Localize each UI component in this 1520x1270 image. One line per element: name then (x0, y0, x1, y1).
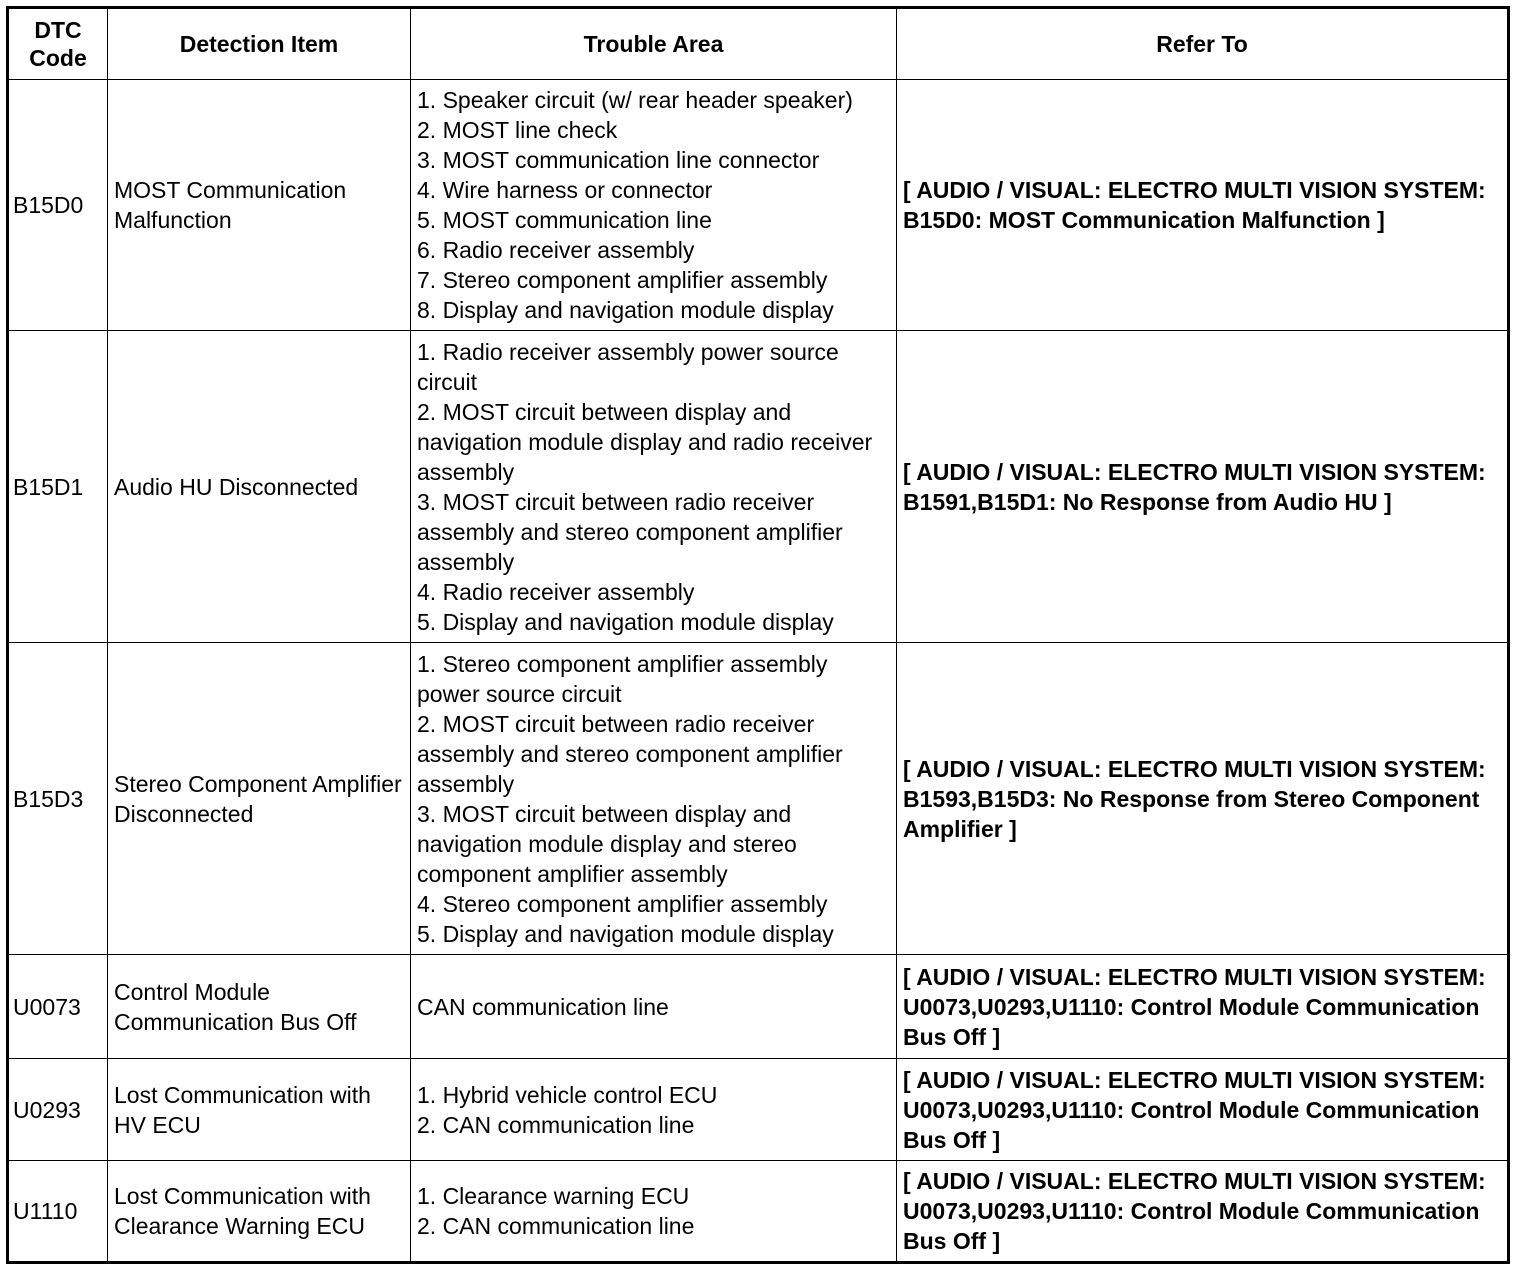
detection-item-cell: Lost Communication with Clearance Warning ECU (108, 1161, 411, 1263)
refer-to-link[interactable]: [ AUDIO / VISUAL: ELECTRO MULTI VISION SYSTEM: U0073,U0293,U1110: Control Module Communication Bus Off ] (897, 955, 1509, 1059)
trouble-area-item: 3. MOST circuit between display and navigation module display and stereo component amplifier assembly (417, 800, 797, 887)
dtc-code-cell: U0073 (8, 955, 108, 1059)
table-row (8, 955, 1509, 1059)
detection-item-cell: MOST Communication Malfunction (108, 80, 411, 331)
trouble-area-item: 6. Radio receiver assembly (417, 237, 695, 263)
trouble-area-cell (411, 1161, 897, 1263)
trouble-area-item: 2. CAN communication line (417, 1111, 695, 1138)
trouble-area-item: 1. Clearance warning ECU (417, 1183, 690, 1209)
trouble-area-item: 5. Display and navigation module display (417, 608, 834, 635)
refer-to-link[interactable]: [ AUDIO / VISUAL: ELECTRO MULTI VISION SYSTEM: B15D0: MOST Communication Malfunction ] (897, 80, 1509, 331)
refer-to-link[interactable]: [ AUDIO / VISUAL: ELECTRO MULTI VISION SYSTEM: B1593,B15D3: No Response from Stereo Component Amplifier ] (897, 643, 1509, 955)
refer-to-link[interactable]: [ AUDIO / VISUAL: ELECTRO MULTI VISION SYSTEM: B1591,B15D1: No Response from Audio HU ] (897, 331, 1509, 643)
detection-item-cell: Lost Communication with HV ECU (108, 1059, 411, 1161)
trouble-area-item: 4. Stereo component amplifier assembly (417, 890, 828, 917)
table-row (8, 643, 1509, 955)
header-dtc-code: DTC Code (8, 8, 108, 80)
trouble-area-item: 4. Wire harness or connector (417, 177, 713, 203)
trouble-area-cell (411, 80, 897, 331)
trouble-area-cell (411, 955, 897, 1059)
trouble-area-cell (411, 331, 897, 643)
trouble-area-item: 2. MOST circuit between radio receiver assembly and stereo component amplifier assembly (417, 710, 843, 797)
table-row (8, 1059, 1509, 1161)
dtc-code-cell: U1110 (8, 1161, 108, 1263)
trouble-area-item: 1. Radio receiver assembly power source circuit (417, 338, 839, 395)
refer-to-link[interactable]: [ AUDIO / VISUAL: ELECTRO MULTI VISION SYSTEM: U0073,U0293,U1110: Control Module Communication Bus Off ] (897, 1161, 1509, 1263)
trouble-area-item: CAN communication line (417, 993, 669, 1020)
table-row (8, 1161, 1509, 1263)
table-row (8, 80, 1509, 331)
trouble-area-item: 1. Stereo component amplifier assembly power source circuit (417, 650, 828, 707)
trouble-area-cell (411, 643, 897, 955)
table-header-row (8, 8, 1509, 80)
dtc-code-cell: B15D3 (8, 643, 108, 955)
dtc-table (6, 6, 1510, 1264)
table-row (8, 331, 1509, 643)
trouble-area-cell (411, 1059, 897, 1161)
detection-item-cell: Audio HU Disconnected (108, 331, 411, 643)
trouble-area-item: 4. Radio receiver assembly (417, 578, 695, 605)
dtc-code-cell: U0293 (8, 1059, 108, 1161)
trouble-area-item: 2. CAN communication line (417, 1213, 695, 1239)
trouble-area-item: 3. MOST circuit between radio receiver assembly and stereo component amplifier assembly (417, 488, 843, 575)
trouble-area-item: 7. Stereo component amplifier assembly (417, 267, 828, 293)
trouble-area-item: 1. Hybrid vehicle control ECU (417, 1081, 718, 1108)
detection-item-cell: Control Module Communication Bus Off (108, 955, 411, 1059)
refer-to-link[interactable]: [ AUDIO / VISUAL: ELECTRO MULTI VISION SYSTEM: U0073,U0293,U1110: Control Module Communication Bus Off ] (897, 1059, 1509, 1161)
trouble-area-item: 5. Display and navigation module display (417, 920, 834, 947)
header-detection-item: Detection Item (108, 8, 411, 80)
dtc-code-cell: B15D0 (8, 80, 108, 331)
trouble-area-item: 1. Speaker circuit (w/ rear header speaker) (417, 87, 853, 113)
trouble-area-item: 2. MOST circuit between display and navigation module display and radio receiver assembly (417, 398, 873, 485)
header-refer-to: Refer To (897, 8, 1509, 80)
trouble-area-item: 3. MOST communication line connector (417, 147, 820, 173)
trouble-area-item: 5. MOST communication line (417, 207, 712, 233)
trouble-area-item: 2. MOST line check (417, 117, 618, 143)
detection-item-cell: Stereo Component Amplifier Disconnected (108, 643, 411, 955)
trouble-area-item: 8. Display and navigation module display (417, 297, 834, 323)
header-trouble-area: Trouble Area (411, 8, 897, 80)
dtc-code-cell: B15D1 (8, 331, 108, 643)
